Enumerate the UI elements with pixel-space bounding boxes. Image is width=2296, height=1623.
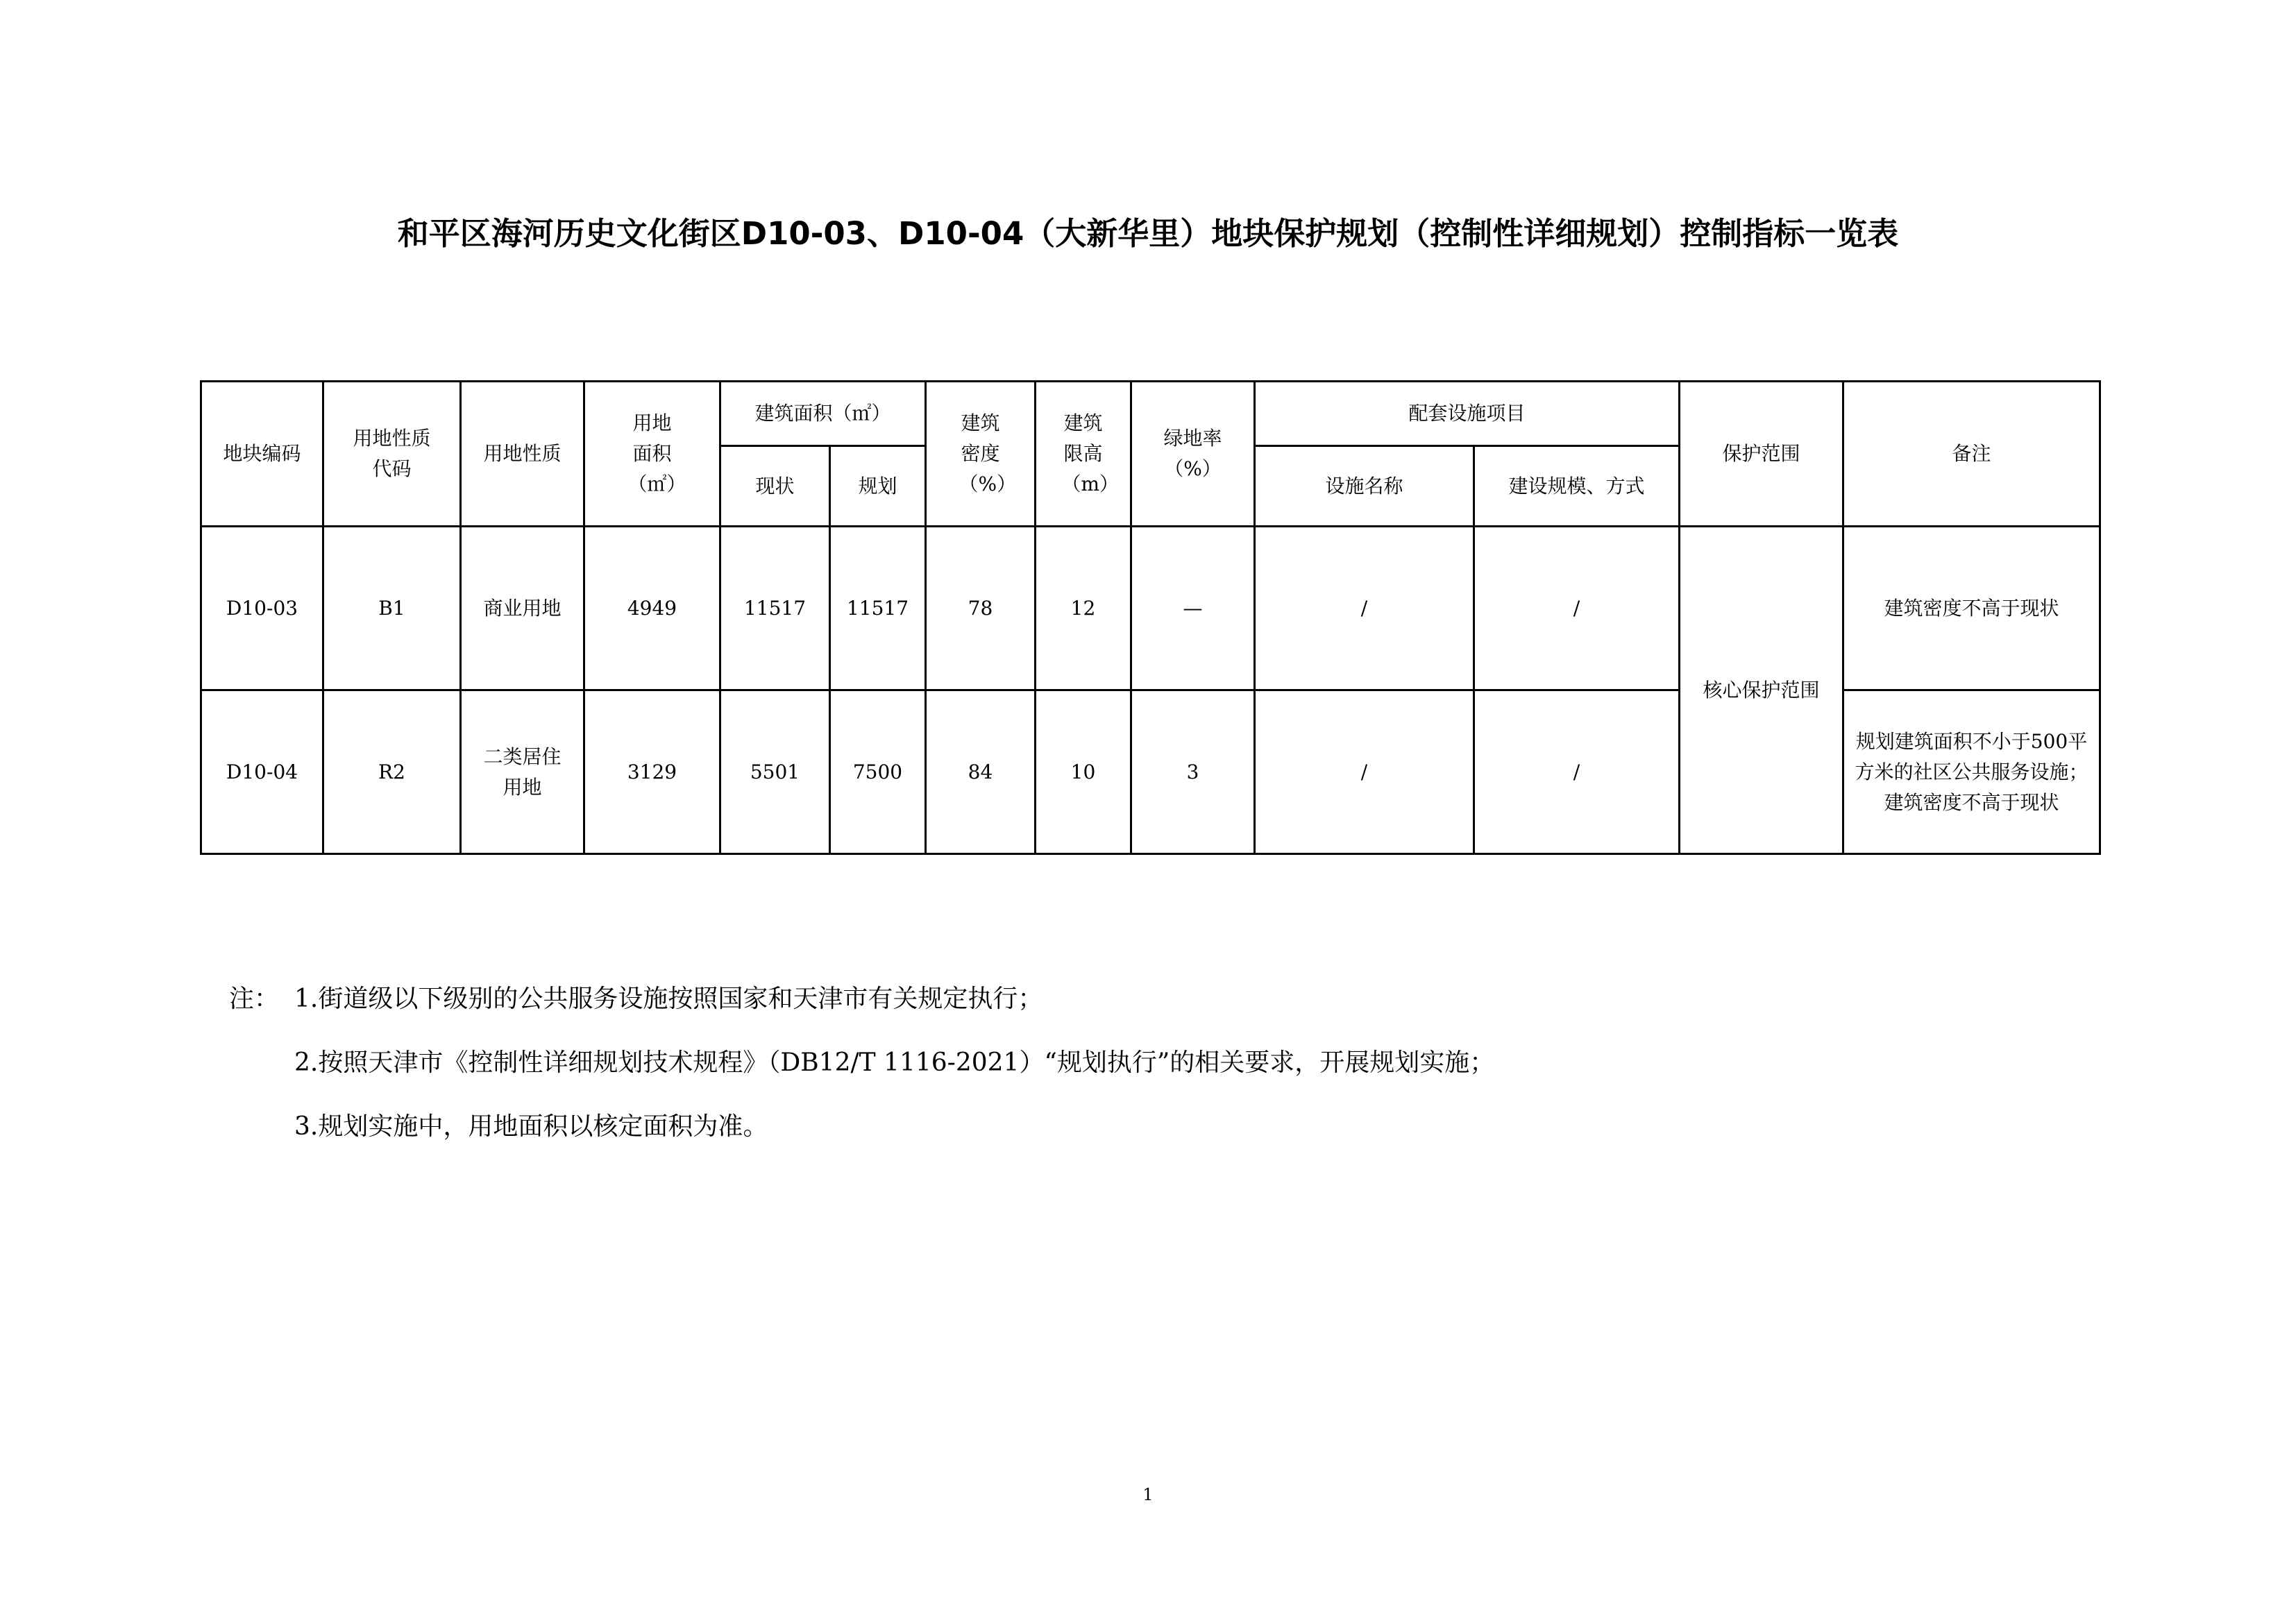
cell-facility-name: / xyxy=(1255,690,1474,854)
header-facilities: 配套设施项目 xyxy=(1255,382,1680,446)
cell-plot-code: D10-04 xyxy=(201,690,323,854)
header-protection: 保护范围 xyxy=(1680,382,1843,527)
control-index-table xyxy=(200,380,2101,855)
header-floor-area: 建筑面积（㎡） xyxy=(720,382,926,446)
header-density xyxy=(926,382,1036,527)
header-remarks: 备注 xyxy=(1843,382,2100,527)
notes-label: 注： xyxy=(229,985,280,1013)
cell-remarks: 建筑密度不高于现状 xyxy=(1843,527,2100,690)
cell-facility-scale: / xyxy=(1474,690,1680,854)
cell-facility-name: / xyxy=(1255,527,1474,690)
cell-land-area: 3129 xyxy=(584,690,720,854)
page-title: 和平区海河历史文化街区D10-03、D10-04（大新华里）地块保护规划（控制性详细规划）控制指标一览表 xyxy=(397,215,1899,252)
cell-floor-area-current: 5501 xyxy=(720,690,830,854)
cell-floor-area-current: 11517 xyxy=(720,527,830,690)
cell-land-use-text: 二类居住用地 xyxy=(483,745,562,799)
note-item: 2.按照天津市《控制性详细规划技术规程》（DB12/T 1116-2021）“规划执行”的相关要求，开展规划实施； xyxy=(294,1048,1495,1077)
cell-height-limit: 12 xyxy=(1036,527,1131,690)
cell-land-use xyxy=(461,690,584,854)
cell-land-area: 4949 xyxy=(584,527,720,690)
cell-plot-code: D10-03 xyxy=(201,527,323,690)
cell-density: 78 xyxy=(926,527,1036,690)
header-facility-name: 设施名称 xyxy=(1255,446,1474,527)
header-land-area xyxy=(584,382,720,527)
cell-density: 84 xyxy=(926,690,1036,854)
header-green-ratio-text: 绿地率（%） xyxy=(1163,427,1222,480)
note-item: 1.街道级以下级别的公共服务设施按照国家和天津市有关规定执行； xyxy=(294,985,1043,1013)
header-green-ratio xyxy=(1131,382,1255,527)
cell-floor-area-planned: 7500 xyxy=(830,690,926,854)
header-floor-area-planned: 规划 xyxy=(830,446,926,527)
table-row xyxy=(201,527,2100,690)
cell-land-use-code: B1 xyxy=(323,527,461,690)
cell-height-limit: 10 xyxy=(1036,690,1131,854)
cell-remarks xyxy=(1843,690,2100,854)
cell-green-ratio: 3 xyxy=(1131,690,1255,854)
cell-land-use: 商业用地 xyxy=(461,527,584,690)
header-land-use: 用地性质 xyxy=(461,382,584,527)
cell-facility-scale: / xyxy=(1474,527,1680,690)
header-height-limit xyxy=(1036,382,1131,527)
header-land-area-text: 用地面积（㎡） xyxy=(627,411,686,495)
cell-green-ratio: — xyxy=(1131,527,1255,690)
header-land-use-code xyxy=(323,382,461,527)
note-item: 3.规划实施中，用地面积以核定面积为准。 xyxy=(294,1112,768,1141)
header-land-use-code-text: 用地性质代码 xyxy=(353,427,431,480)
header-density-text: 建筑密度（%） xyxy=(959,411,1017,495)
header-plot-code: 地块编码 xyxy=(201,382,323,527)
header-facility-scale: 建设规模、方式 xyxy=(1474,446,1680,527)
cell-floor-area-planned: 11517 xyxy=(830,527,926,690)
cell-land-use-code: R2 xyxy=(323,690,461,854)
header-height-limit-text: 建筑限高（m） xyxy=(1061,411,1120,495)
header-floor-area-current: 现状 xyxy=(720,446,830,527)
cell-protection: 核心保护范围 xyxy=(1680,527,1843,854)
cell-remarks-text: 规划建筑面积不小于500平方米的社区公共服务设施；建筑密度不高于现状 xyxy=(1855,729,2088,814)
page-number: 1 xyxy=(1142,1485,1154,1504)
